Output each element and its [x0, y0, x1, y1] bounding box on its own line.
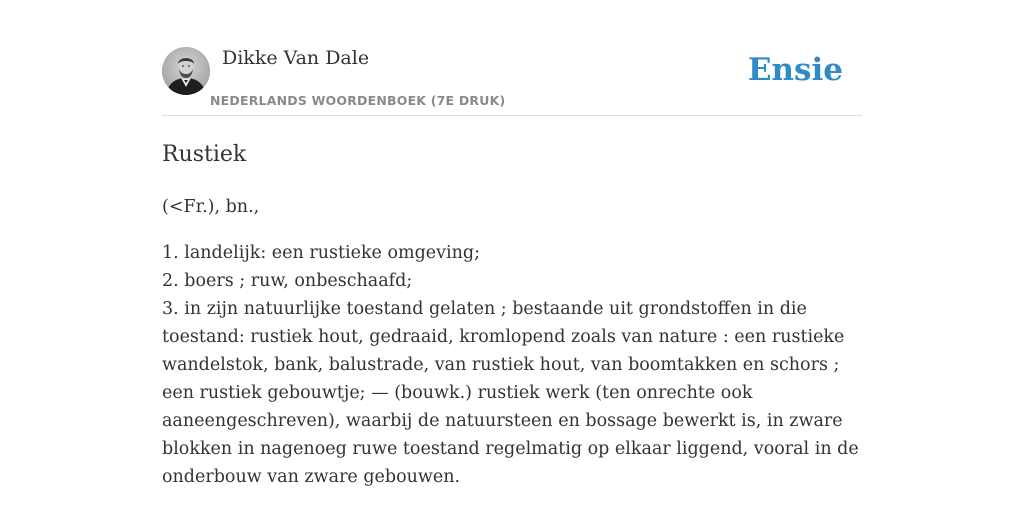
author-name[interactable]: Dikke Van Dale — [222, 47, 370, 69]
definition-item: 2. boers ; ruw, onbeschaafd; — [162, 271, 413, 291]
entry-etymology: (<Fr.), bn., — [162, 197, 260, 217]
definition-item: 1. landelijk: een rustieke omgeving; — [162, 243, 481, 263]
entry-headword: Rustiek — [162, 142, 247, 167]
header-divider — [162, 115, 862, 116]
definition-item: 3. in zijn natuurlijke toestand gelaten ; bestaande uit grondstoffen in die toestand: rustiek hout, gedraaid, kromlopend zoals van nature : een rustieke wandelstok, bank, balustrade, van rustiek hout, van boomtakken en schors ; een rustiek gebouwtje; — (bouwk.) rustiek werk (ten onrechte ook aaneengeschreven), waarbij de natuursteen en bossage bewerkt is, in zware blokken in nagenoeg ruwe toestand regelmatig op elkaar liggend, vooral in de onderbouw van zware gebouwen. — [162, 299, 859, 487]
author-avatar — [162, 47, 210, 95]
author-portrait-image — [162, 47, 210, 95]
dictionary-source-label[interactable]: NEDERLANDS WOORDENBOEK (7E DRUK) — [210, 93, 506, 108]
definition-list — [162, 239, 862, 491]
ensie-logo-link[interactable]: Ensie — [747, 52, 843, 88]
